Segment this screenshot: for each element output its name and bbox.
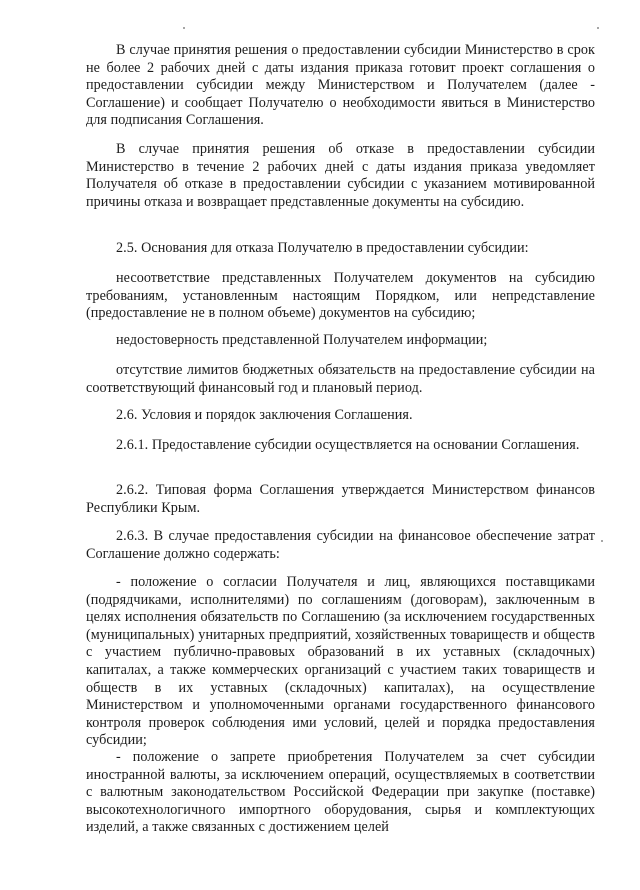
paragraph-refusal-ground-documents: несоответствие представленных Получателем документов на субсидию требованиям, установленным настоящим Порядком, или непредставление (предоставление не в полном объеме) документов на субсидию; xyxy=(86,270,595,322)
scan-speck xyxy=(183,27,185,29)
paragraph-section-2-6-2: 2.6.2. Типовая форма Соглашения утверждается Министерством финансов Республики Крым. xyxy=(86,482,595,516)
paragraph-refusal-ground-no-limits: отсутствие лимитов бюджетных обязательств на предоставление субсидии на соответствующий финансовый год и плановый период. xyxy=(86,362,595,396)
scan-speck xyxy=(597,27,599,29)
paragraph-subsidy-approval: В случае принятия решения о предоставлении субсидии Министерство в срок не более 2 рабочих дней с даты издания приказа готовит проект соглашения о предоставлении субсидии между Министерством и Получателем (далее - Соглашение) и сообщает Получателю о необходимости явиться в Министерство для подписания Соглашения. xyxy=(86,42,595,129)
paragraph-currency-ban: - положение о запрете приобретения Получателем за счет субсидии иностранной валюты, за исключением операций, осуществляемых в соответствии с валютным законодательством Российской Федерации при закупке (поставке) высокотехнологичного импортного оборудования, сырья и комплектующих изделий, а также связанных с достижением целей xyxy=(86,749,595,836)
paragraph-section-2-6: 2.6. Условия и порядок заключения Соглашения. xyxy=(116,407,413,423)
paragraph-control-consent: - положение о согласии Получателя и лиц, являющихся поставщиками (подрядчиками, исполнителями) по соглашениям (договорам), заключенным в целях исполнения обязательств по Соглашению (за исключением государственных (муниципальных) унитарных предприятий, хозяйственных товариществ и обществ с участием публично-правовых образований в их уставных (складочных) капиталах, а также коммерческих организаций с участием таких товариществ и обществ в их уставных (складочных) капиталах), на осуществление Министерством и уполномоченными органами государственного финансового контроля проверок соблюдения ими условий, целей и порядка предоставления субсидии; xyxy=(86,574,595,749)
paragraph-section-2-6-3: 2.6.3. В случае предоставления субсидии на финансовое обеспечение затрат Соглашение должно содержать: xyxy=(86,528,595,562)
scan-speck xyxy=(601,540,603,542)
paragraph-section-2-6-1: 2.6.1. Предоставление субсидии осуществляется на основании Соглашения. xyxy=(116,437,580,453)
paragraph-refusal-ground-false-info: недостоверность представленной Получателем информации; xyxy=(116,332,488,348)
paragraph-section-2-5: 2.5. Основания для отказа Получателю в предоставлении субсидии: xyxy=(116,240,529,256)
paragraph-subsidy-refusal: В случае принятия решения об отказе в предоставлении субсидии Министерство в течение 2 рабочих дней с даты издания приказа уведомляет Получателя об отказе в предоставлении субсидии с указанием мотивированной причины отказа и возвращает представленные документы на субсидию. xyxy=(86,141,595,210)
